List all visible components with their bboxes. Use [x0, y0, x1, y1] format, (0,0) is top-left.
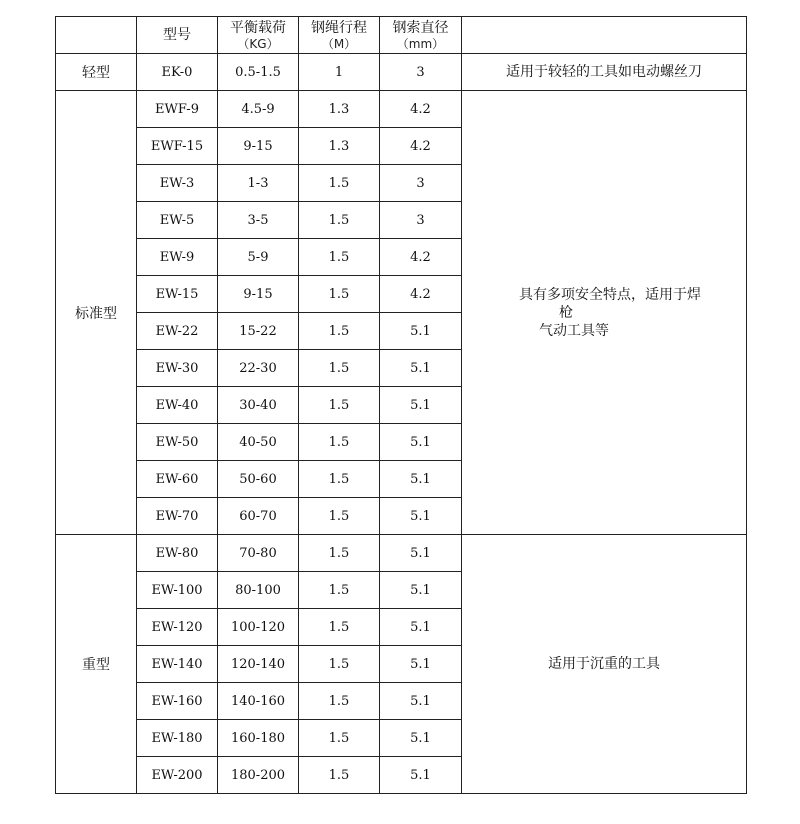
stroke-cell: 1.5	[299, 350, 380, 387]
diameter-cell: 3	[380, 54, 462, 91]
load-cell: 40-50	[218, 424, 299, 461]
header-model: 型号	[137, 17, 218, 54]
load-cell: 22-30	[218, 350, 299, 387]
model-cell: EWF-15	[137, 128, 218, 165]
diameter-cell: 5.1	[380, 609, 462, 646]
note-cell	[462, 54, 747, 91]
note-cell	[462, 535, 747, 794]
stroke-cell: 1.5	[299, 461, 380, 498]
table-row	[56, 54, 747, 91]
note-line: 适用于较轻的工具如电动螺丝刀	[506, 64, 702, 80]
stroke-cell: 1.5	[299, 572, 380, 609]
note-line: 枪	[559, 304, 573, 321]
model-cell: EW-3	[137, 165, 218, 202]
header-row	[56, 17, 747, 54]
header-load	[218, 17, 299, 54]
header-note	[462, 17, 747, 54]
header-empty	[56, 17, 137, 54]
load-cell: 9-15	[218, 128, 299, 165]
load-cell: 60-70	[218, 498, 299, 535]
category-cell: 标准型	[56, 91, 137, 535]
spec-table	[55, 16, 747, 794]
model-cell: EW-30	[137, 350, 218, 387]
load-cell: 1-3	[218, 165, 299, 202]
load-cell: 0.5-1.5	[218, 54, 299, 91]
model-cell: EW-100	[137, 572, 218, 609]
header-diameter	[380, 17, 462, 54]
diameter-cell: 5.1	[380, 387, 462, 424]
note-text	[519, 286, 719, 340]
note-cell	[462, 91, 747, 535]
model-cell: EW-140	[137, 646, 218, 683]
model-cell: EW-180	[137, 720, 218, 757]
model-cell: EW-160	[137, 683, 218, 720]
diameter-cell: 5.1	[380, 720, 462, 757]
diameter-cell: 5.1	[380, 535, 462, 572]
model-cell: EWF-9	[137, 91, 218, 128]
stroke-cell: 1.5	[299, 535, 380, 572]
note-text	[462, 655, 746, 673]
stroke-cell: 1.5	[299, 276, 380, 313]
load-cell: 50-60	[218, 461, 299, 498]
stroke-cell: 1.3	[299, 91, 380, 128]
model-cell: EW-5	[137, 202, 218, 239]
load-cell: 9-15	[218, 276, 299, 313]
model-cell: EW-80	[137, 535, 218, 572]
header-load-unit: （KG）	[237, 36, 279, 51]
load-cell: 80-100	[218, 572, 299, 609]
diameter-cell: 5.1	[380, 313, 462, 350]
diameter-cell: 5.1	[380, 757, 462, 794]
stroke-cell: 1.5	[299, 202, 380, 239]
diameter-cell: 4.2	[380, 276, 462, 313]
stroke-cell: 1.5	[299, 646, 380, 683]
header-load-label: 平衡载荷	[230, 19, 286, 36]
header-stroke	[299, 17, 380, 54]
stroke-cell: 1.5	[299, 424, 380, 461]
table-row	[56, 91, 747, 128]
stroke-cell: 1.5	[299, 720, 380, 757]
diameter-cell: 5.1	[380, 683, 462, 720]
diameter-cell: 5.1	[380, 350, 462, 387]
stroke-cell: 1.5	[299, 387, 380, 424]
stroke-cell: 1.5	[299, 683, 380, 720]
load-cell: 3-5	[218, 202, 299, 239]
header-diameter-label: 钢索直径	[392, 19, 449, 36]
stroke-cell: 1.5	[299, 313, 380, 350]
load-cell: 5-9	[218, 239, 299, 276]
stroke-cell: 1	[299, 54, 380, 91]
stroke-cell: 1.5	[299, 239, 380, 276]
model-cell: EW-50	[137, 424, 218, 461]
diameter-cell: 5.1	[380, 498, 462, 535]
header-stroke-unit: （M）	[321, 36, 357, 51]
diameter-cell: 5.1	[380, 646, 462, 683]
model-cell: EW-60	[137, 461, 218, 498]
model-cell: EW-15	[137, 276, 218, 313]
diameter-cell: 4.2	[380, 91, 462, 128]
load-cell: 160-180	[218, 720, 299, 757]
spec-table-body	[56, 17, 747, 794]
model-cell: EW-9	[137, 239, 218, 276]
stroke-cell: 1.5	[299, 757, 380, 794]
load-cell: 70-80	[218, 535, 299, 572]
diameter-cell: 5.1	[380, 461, 462, 498]
diameter-cell: 5.1	[380, 424, 462, 461]
note-text	[462, 63, 746, 81]
category-cell: 重型	[56, 535, 137, 794]
stroke-cell: 1.5	[299, 498, 380, 535]
category-cell: 轻型	[56, 54, 137, 91]
diameter-cell: 5.1	[380, 572, 462, 609]
diameter-cell: 4.2	[380, 128, 462, 165]
header-stroke-label: 钢绳行程	[311, 19, 367, 36]
load-cell: 100-120	[218, 609, 299, 646]
header-diameter-unit: （mm）	[396, 36, 445, 51]
diameter-cell: 4.2	[380, 239, 462, 276]
note-line: 适用于沉重的工具	[548, 656, 660, 672]
model-cell: EW-120	[137, 609, 218, 646]
load-cell: 120-140	[218, 646, 299, 683]
stroke-cell: 1.3	[299, 128, 380, 165]
note-line: 气动工具等	[539, 322, 609, 339]
load-cell: 4.5-9	[218, 91, 299, 128]
load-cell: 140-160	[218, 683, 299, 720]
model-cell: EW-22	[137, 313, 218, 350]
model-cell: EK-0	[137, 54, 218, 91]
diameter-cell: 3	[380, 165, 462, 202]
load-cell: 15-22	[218, 313, 299, 350]
load-cell: 180-200	[218, 757, 299, 794]
stroke-cell: 1.5	[299, 609, 380, 646]
stroke-cell: 1.5	[299, 165, 380, 202]
load-cell: 30-40	[218, 387, 299, 424]
model-cell: EW-200	[137, 757, 218, 794]
diameter-cell: 3	[380, 202, 462, 239]
model-cell: EW-40	[137, 387, 218, 424]
note-line: 具有多项安全特点，适用于焊	[519, 286, 701, 303]
table-row	[56, 535, 747, 572]
model-cell: EW-70	[137, 498, 218, 535]
